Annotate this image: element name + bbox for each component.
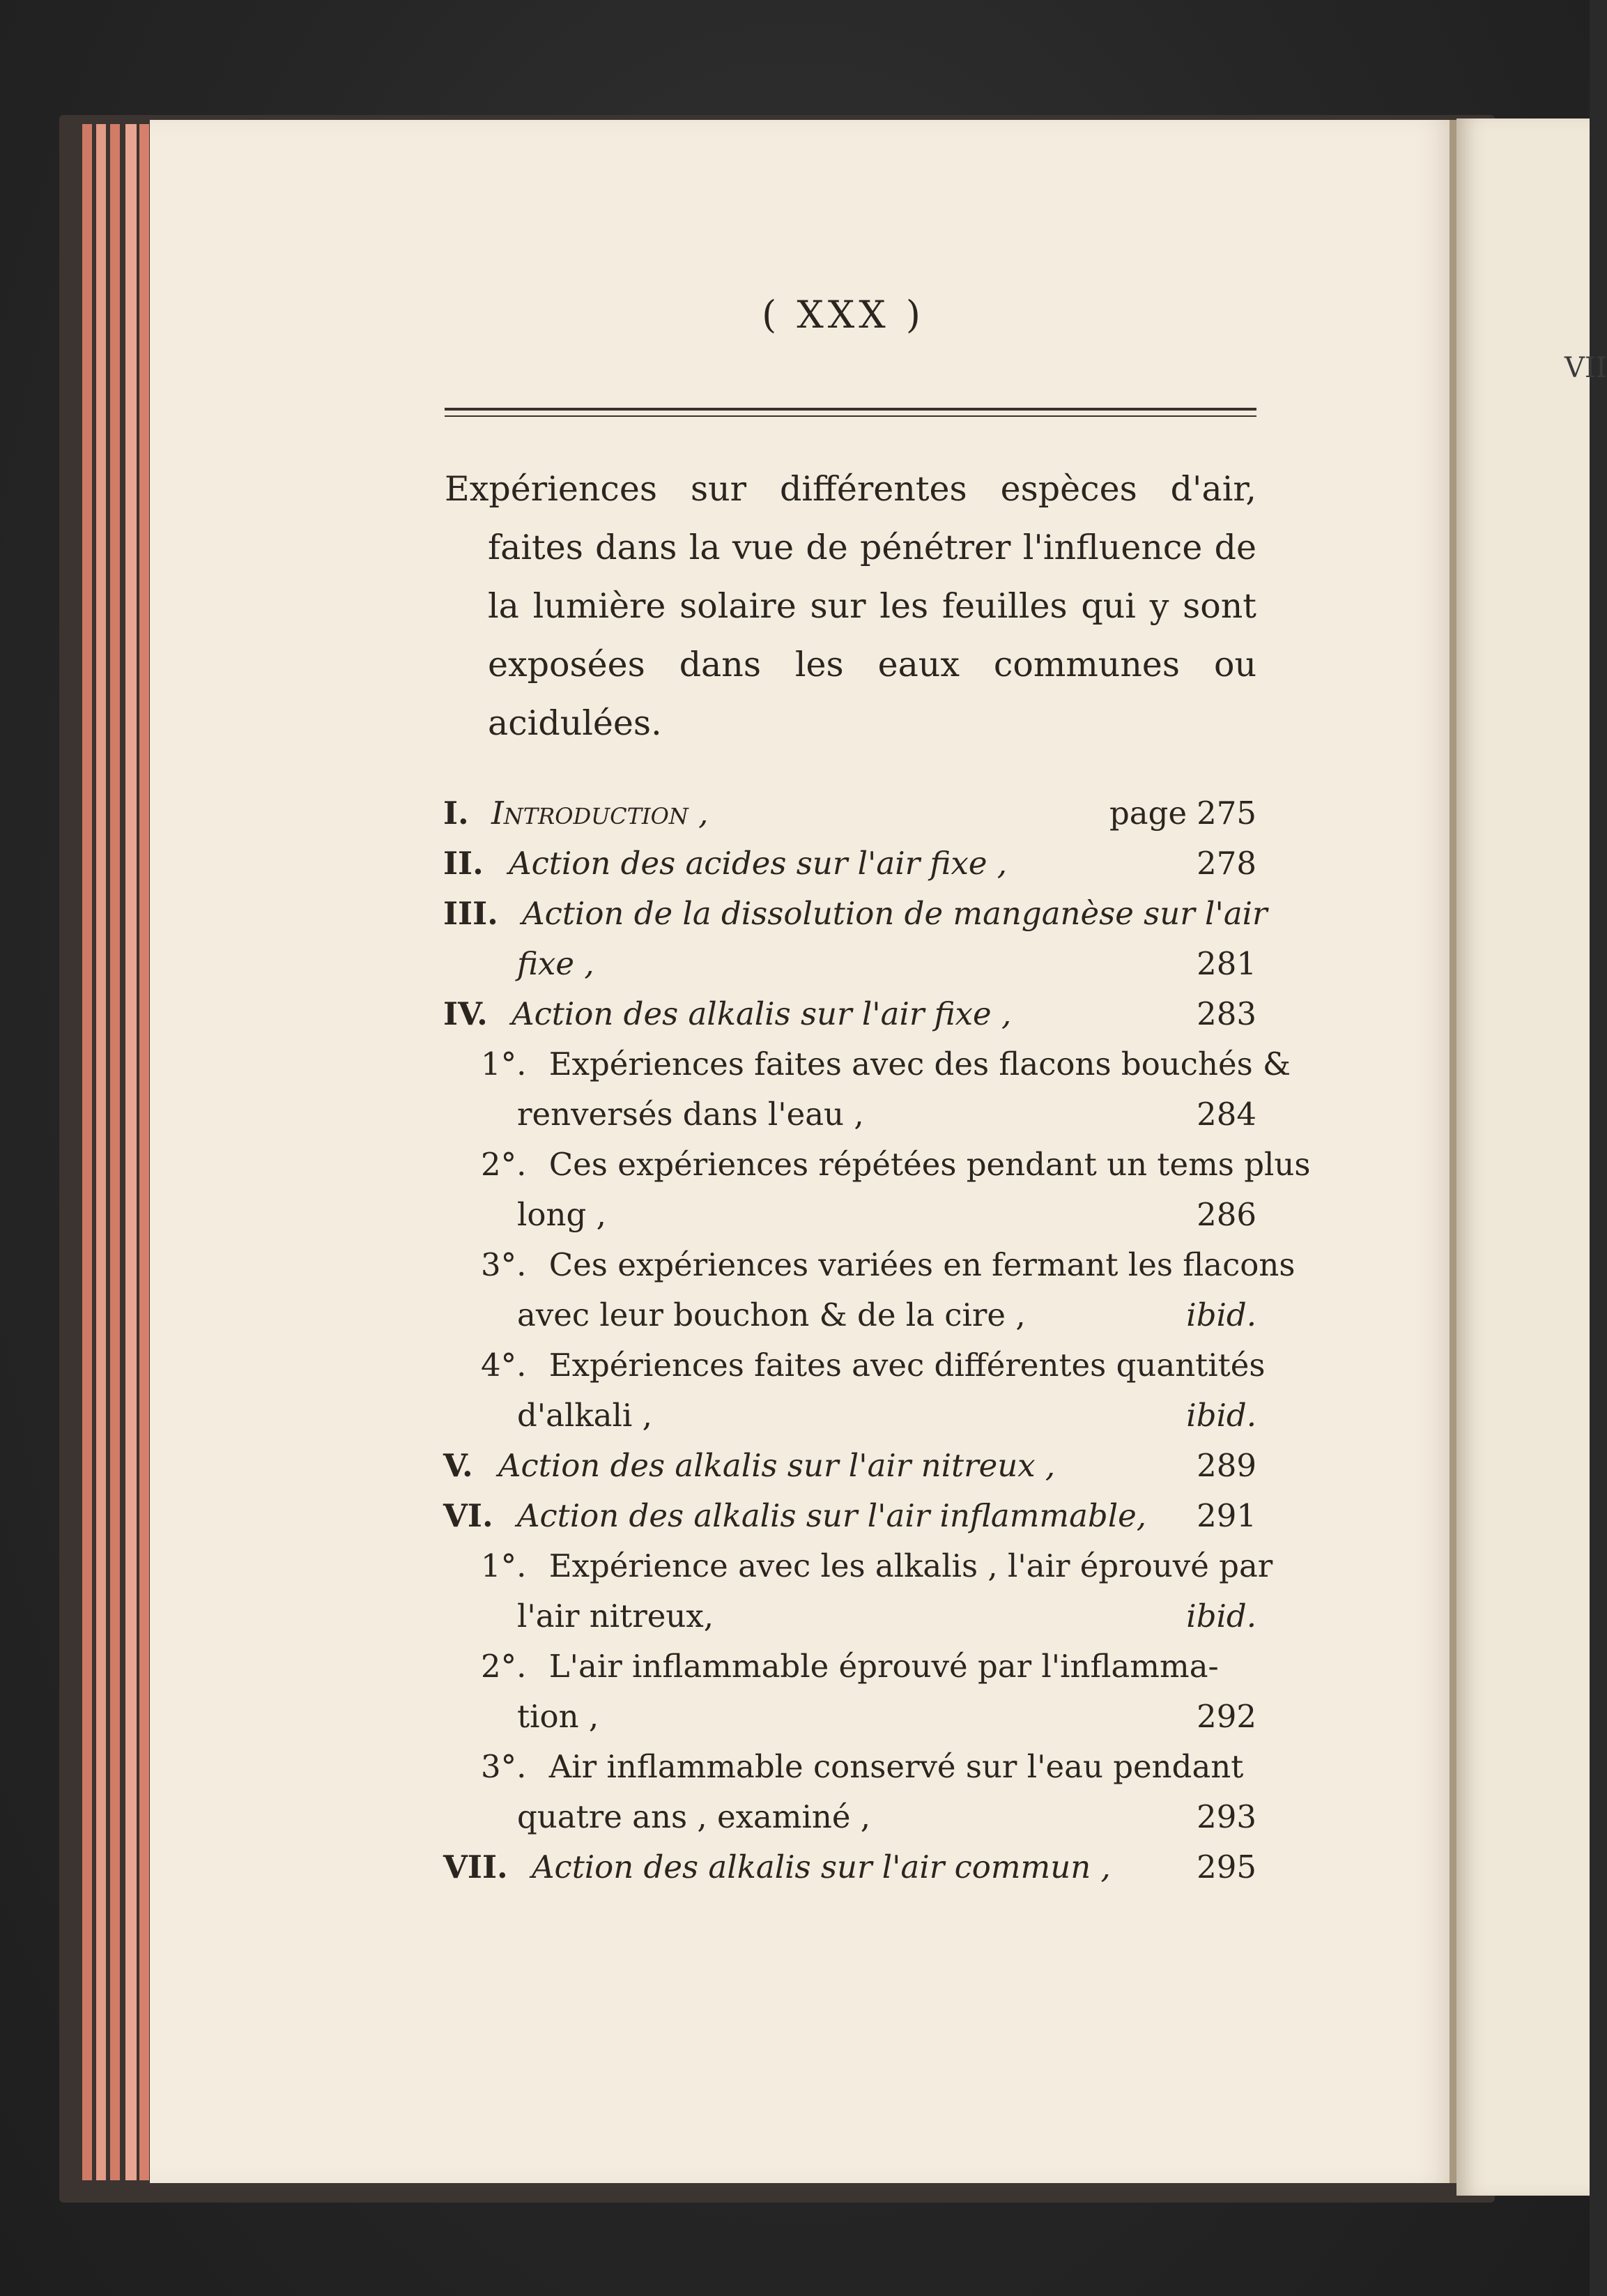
toc-title: Action des acides sur l'air fixe , [509,845,1008,882]
toc-label: VI. [443,1497,493,1534]
toc-label: IV. [443,995,488,1032]
toc-subentry [481,1046,1291,1082]
toc-title-cont: d'alkali , [517,1397,652,1434]
toc-label: V. [443,1447,473,1484]
toc-label: III. [443,895,498,932]
toc-subentry [481,1146,1310,1183]
toc-page: 275 [1197,795,1256,832]
toc-title-cont: quatre ans , examiné , [517,1798,871,1835]
toc-subentry [481,1347,1265,1384]
toc-page-prefix: page [1109,795,1187,832]
toc-title: Expériences faites avec différentes quantités [548,1347,1266,1384]
running-head: ( XXX ) [762,293,925,337]
toc-page: 289 [1197,1447,1256,1484]
toc-entry [443,845,1007,882]
facing-page [1456,118,1590,2196]
toc-title: Action des alkalis sur l'air fixe , [512,995,1012,1032]
toc-title: Ces expériences variées en fermant les flacons [548,1246,1295,1283]
toc-title: Expérience avec les alkalis , l'air éprouvé par [548,1547,1273,1584]
toc-label: 1°. [481,1547,527,1584]
toc-title: Action des alkalis sur l'air nitreux , [498,1447,1056,1484]
toc-entry [443,1447,1055,1484]
page-edge [96,124,106,2180]
toc-label: 3°. [481,1748,527,1785]
toc-title: Action des alkalis sur l'air commun , [532,1849,1111,1885]
toc-page: 283 [1197,995,1256,1032]
toc-title: Expériences faites avec des flacons bouchés & [548,1046,1291,1082]
page-edge [82,124,92,2180]
toc-label: VII. [443,1849,508,1885]
toc-page: 278 [1197,845,1256,882]
toc-title: Air inflammable conservé sur l'eau pendant [548,1748,1244,1785]
toc-entry [443,1849,1111,1885]
toc-title-cont: tion , [517,1698,599,1735]
toc-page: 286 [1197,1196,1256,1233]
toc-title-cont: renversés dans l'eau , [517,1096,864,1133]
toc-subentry [481,1547,1272,1584]
toc-label: I. [443,795,469,832]
toc-label: 2°. [481,1146,527,1183]
toc-title-cont: l'air nitreux, [517,1598,714,1635]
section-intro-text: Expériences sur différentes espèces d'air, faites dans la vue de pénétrer l'influence de la lumière solaire sur les feuilles qui y sont exposées dans les eaux communes ou acidulées. [445,469,1256,743]
toc-page: ibid. [1186,1296,1256,1333]
toc-label: II. [443,845,484,882]
toc-label: 2°. [481,1648,527,1685]
toc-title: Action des alkalis sur l'air inflammable, [516,1497,1147,1534]
toc-entry [443,1497,1146,1534]
toc-page: 281 [1197,945,1256,982]
toc-subentry [481,1748,1243,1785]
facing-page-fragment: VII [1564,352,1607,384]
header-rule [445,408,1256,411]
toc-page: ibid. [1186,1598,1256,1635]
toc-page: 284 [1197,1096,1256,1133]
toc-page: ibid. [1186,1397,1256,1434]
toc-entry [443,895,1268,932]
toc-title: Ces expériences répétées pendant un tems plus [548,1146,1311,1183]
toc-page: 292 [1197,1698,1256,1735]
toc-page: 291 [1197,1497,1256,1534]
toc-title: Introduction , [491,795,709,832]
toc-subentry [481,1648,1219,1685]
toc-title-cont: avec leur bouchon & de la cire , [517,1296,1026,1333]
toc-page: 295 [1197,1849,1256,1885]
toc-title: Action de la dissolution de manganèse sur l'air [522,895,1268,932]
toc-title-cont: fixe , [517,945,594,982]
page-edge [125,124,137,2180]
toc-label: 4°. [481,1347,527,1384]
page-edge [139,124,149,2180]
toc-label: 1°. [481,1046,527,1082]
toc-subentry [481,1246,1295,1283]
toc-label: 3°. [481,1246,527,1283]
toc-entry [443,795,708,832]
toc-title-cont: long , [517,1196,606,1233]
toc-title: L'air inflammable éprouvé par l'inflamma- [548,1648,1219,1685]
toc-page: 293 [1197,1798,1256,1835]
page-edge [110,124,120,2180]
toc-entry [443,995,1011,1032]
header-rule [445,415,1256,417]
section-heading [445,460,1256,753]
